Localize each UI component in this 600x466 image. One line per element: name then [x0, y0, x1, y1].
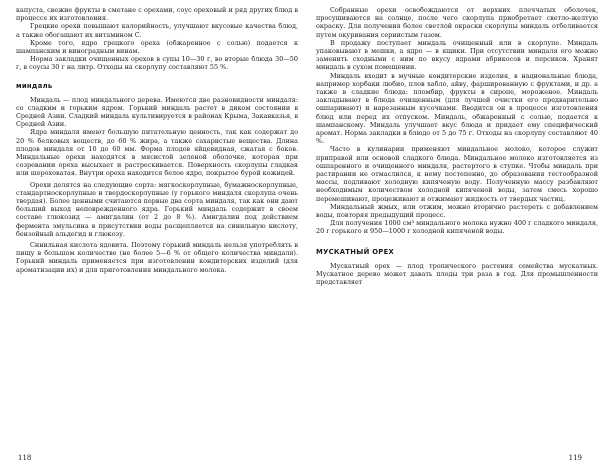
left-paragraph: Кроме того, ядро грецкого ореха (обжаренное с солью) подается к шампанским и виноградным винам. — [16, 38, 298, 56]
right-paragraph: Миндальный жмых, или отжим, можно вторично растереть с добавлением воды, повторяя предыдущий процесс. — [316, 202, 598, 220]
left-paragraph: Орехи делятся на следующие сорта: мягкоскорлупные, бумажноскорлупные, стандартноскорлупные и твердоскорлупные (у горького миндаля скорлупа очень твердая). Более ценными считаются первые два сорта миндаля, так как они дают больший выход неповрежденного ядра. Горький миндаль содержит в своем составе глюкозид — амигдалин (от 2 до 8 %). Амигдалин под действием фермента эмульсина в присутствии воды расщепляется на синильную кислоту, бензойный альдегид и глюкозу. — [16, 180, 298, 238]
left-paragraph: Норма закладки очищенных орехов в супы 10—30 г, во вторые блюда 30—50 г, в соусы 30 г на литр. Отходы на скорлупу составляют 55 %. — [16, 55, 298, 72]
left-page — [16, 6, 298, 460]
right-paragraph: Мускатный орех — плод тропического растения семейства мускатных. Мускатное дерево может давать плоды три раза в год. Для промышленности представляет — [316, 261, 598, 287]
right-paragraph: В продажу поступает миндаль очищенный или в скорлупе. Миндаль упаковывают в мешки, а ядро — в ящики. При отсутствии миндаля его можно заменить сходными с ним по вкусу ядрами абрикосов и персиков. Хранят миндаль в сухом помещении. — [316, 38, 598, 72]
right-paragraph: Собранные орехи освобождаются от верхних плеччатых оболочек, просушиваются на солнце, после чего скорлупа приобретает светло-желтую окраску. Для получения более светлой окраски скорлупы миндаль отбеливается путем окуривания сернистым газом. — [316, 6, 598, 39]
left-paragraph: Миндаль — плод миндального дерева. Имеются две разновидности миндаля: со сладким и горьким ядром. Горький миндаль растет в диком состоянии в Средней Азии. Сладкий миндаль культивируется в районах Крыма, Закавказья, в Средней Азии. — [16, 95, 298, 129]
section-heading-mindal: миндаль — [16, 81, 53, 90]
left-paragraph: капуста, свежие фрукты в сметане с орехами, соус ореховый и ряд других блюд в процессе их изготовления. — [16, 6, 298, 23]
right-paragraph: Для получения 1000 см³ миндального молока нужно 400 г сладкого миндаля, 20 г горького и 950—1000 г холодной кипяченой воды. — [316, 219, 598, 236]
page-number-right: 119 — [568, 454, 582, 462]
right-paragraph: Миндаль входит в мучные кондитерские изделия, в национальные блюда, например хорбаки любио, плов хабло, айву, фаршированную с фруктами, и др. а также в сладкие блюда: пломбир, фрукты в сиропе, мороженое. Миндаль закладывают в блюда очищенным (для лучшей очистки его предварительно ошпаривают) и нарезанным кусочками. Вводится он в процессе изготовления блюд или перед их отпуском. Миндаль, обжаренный с солью, подается к шампанскому. Миндаль улучшает вкус блюда и придает ему специфический аромат. Норма закладки в блюдо от 5 до 75 г. Отходы на скорлупу составляют 40 %. — [316, 71, 598, 146]
left-paragraph: Грецкие орехи повышают калорийность, улучшают вкусовые качества блюд, а также обогащают их витамином С. — [16, 22, 298, 39]
left-paragraph: Синильная кислота ядовита. Поэтому горький миндаль нельзя употреблять в пищу в большом количестве (не более 5—6 % от общего количества миндаля). Горький миндаль применяется при изготовлении кондитерских изделий (для ароматизации их) и для приготовления миндального молока. — [16, 241, 298, 274]
right-page — [316, 6, 598, 460]
section-heading-muskatny-oreh: МУСКАТНЫЙ ОРЕХ — [316, 247, 395, 256]
page-number-left: 118 — [18, 454, 32, 462]
right-paragraph: Часто в кулинарии применяют миндальное молоко, которое служит приправой или основой сладкого блюда. Миндальное молоко изготовляется из ошпаренного и очищенного миндаля, растертого в ступке. Чтобы миндаль при растирании не отмаслился, к нему постепенно, до образования тестообразной массы, подливают холодную кипяченую воду. Полученную массу разбавляют необходимым количеством холодной кипяченой воды, затем смесь хорошо перемешивают, процеживают и отжимают жидкость от твердых частиц. — [316, 145, 598, 203]
left-paragraph: Ядра миндаля имеют большую питательную ценность, так как содержат до 20 % белковых веществ, до 60 % жира, а также сахаристые вещества. Длина плодов миндаля от 10 до 60 мм. Форма плодов яйцевидная, сжатая с боков. Миндальные орехи находятся в мясистой зеленой оболочке, которая при созревании ореха высыхает и растрескивается. Поверхность скорлупы гладкая или шероховатая. Внутри ореха находится белое ядро, покрытое бурой кожицей. — [16, 128, 298, 178]
